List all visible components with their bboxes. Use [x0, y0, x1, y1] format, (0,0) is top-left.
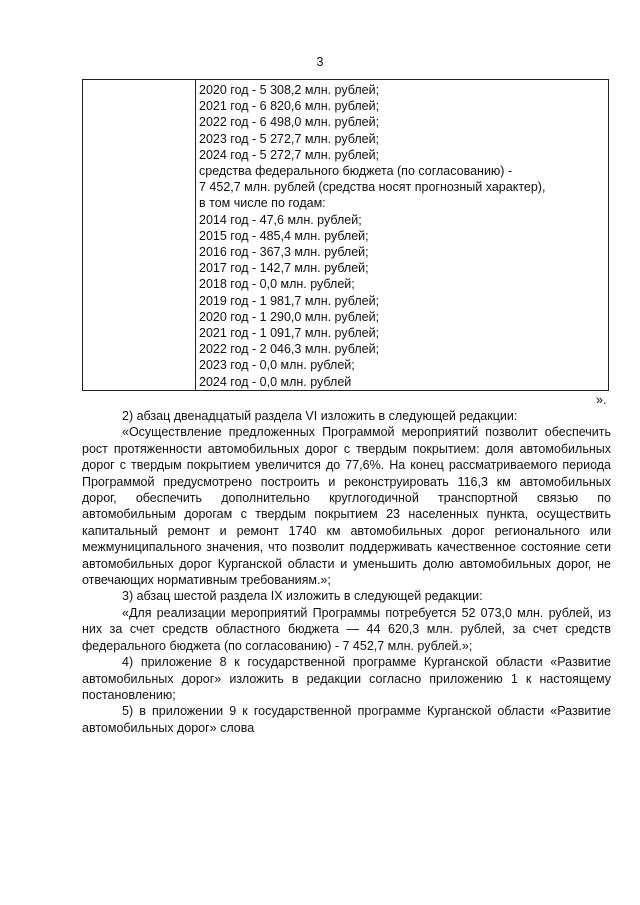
table-line: 2015 год - 485,4 млн. рублей; — [199, 228, 369, 243]
budget-table — [82, 79, 609, 391]
table-line: 7 452,7 млн. рублей (средства носят прогнозный характер), — [199, 180, 546, 195]
table-line: 2020 год - 5 308,2 млн. рублей; — [199, 83, 380, 97]
paragraph-item-3: 3) абзац шестой раздела IX изложить в следующей редакции: — [122, 589, 483, 604]
table-right-cell — [196, 80, 608, 390]
paragraph-item-4: 4) приложение 8 к государственной программе Курганской области «Развитие автомобильных дорог» изложить в редакции согласно приложению 1 к настоящему постановлению; — [82, 655, 611, 702]
table-line: в том числе по годам: — [199, 196, 326, 211]
paragraph-item-2: 2) абзац двенадцатый раздела VI изложить в следующей редакции: — [122, 409, 518, 423]
table-line: 2017 год - 142,7 млн. рублей; — [199, 261, 369, 276]
table-line: 2016 год - 367,3 млн. рублей; — [199, 245, 369, 260]
table-line: 2024 год - 5 272,7 млн. рублей; — [199, 147, 380, 162]
page-number: 3 — [316, 55, 324, 69]
table-left-cell — [83, 80, 196, 390]
body-text — [82, 408, 611, 736]
table-line: 2022 год - 2 046,3 млн. рублей; — [199, 342, 380, 357]
table-line: средства федерального бюджета (по согласованию) - — [199, 164, 513, 179]
paragraph-road-network-quote: «Осуществление предложенных Программой мероприятий позволит обеспечить рост протяженности автомобильных дорог с твердым покрытием: доля автомобильных дорог с твердым покрытием увеличится до 77,6%. На конец рассматриваемого периода Программой предусмотрено построить и реконструировать 116,3 км автомобильных дорог, обеспечить дополнительно круглогодичной транспортной связью по автомобильным дорогам с твердым покрытием 23 населенных пункта, осуществить капитальный ремонт и ремонт 1740 км автомобильных дорог регионального или межмуниципального значения, что позволит поддерживать качественное состояние сети автомобильных дорог Курганской области и уменьшить долю автомобильных дорог, не отвечающих нормативным требованиям.»; — [82, 425, 611, 588]
paragraph-item-5: 5) в приложении 9 к государственной программе Курганской области «Развитие автомобильных дорог» слова — [82, 704, 611, 735]
quote-end-mark: ». — [596, 393, 607, 407]
paragraph-funding-quote: «Для реализации мероприятий Программы потребуется 52 073,0 млн. рублей, из них за счет средств областного бюджета — 44 620,3 млн. рублей, за счет средств федерального бюджета (по согласованию) - 7 452,7 млн. рублей.»; — [82, 605, 611, 653]
table-line: 2014 год - 47,6 млн. рублей; — [199, 212, 362, 227]
table-line: 2018 год - 0,0 млн. рублей; — [199, 277, 355, 292]
table-line: 2019 год - 1 981,7 млн. рублей; — [199, 293, 380, 308]
table-line: 2023 год - 5 272,7 млн. рублей; — [199, 131, 380, 146]
table-line: 2023 год - 0,0 млн. рублей; — [199, 358, 355, 373]
table-line: 2021 год - 6 820,6 млн. рублей; — [199, 99, 380, 114]
table-line: 2020 год - 1 290,0 млн. рублей; — [199, 309, 380, 324]
table-line: 2021 год - 1 091,7 млн. рублей; — [199, 326, 380, 341]
table-line: 2022 год - 6 498,0 млн. рублей; — [199, 115, 380, 130]
table-line: 2024 год - 0,0 млн. рублей — [199, 374, 352, 389]
